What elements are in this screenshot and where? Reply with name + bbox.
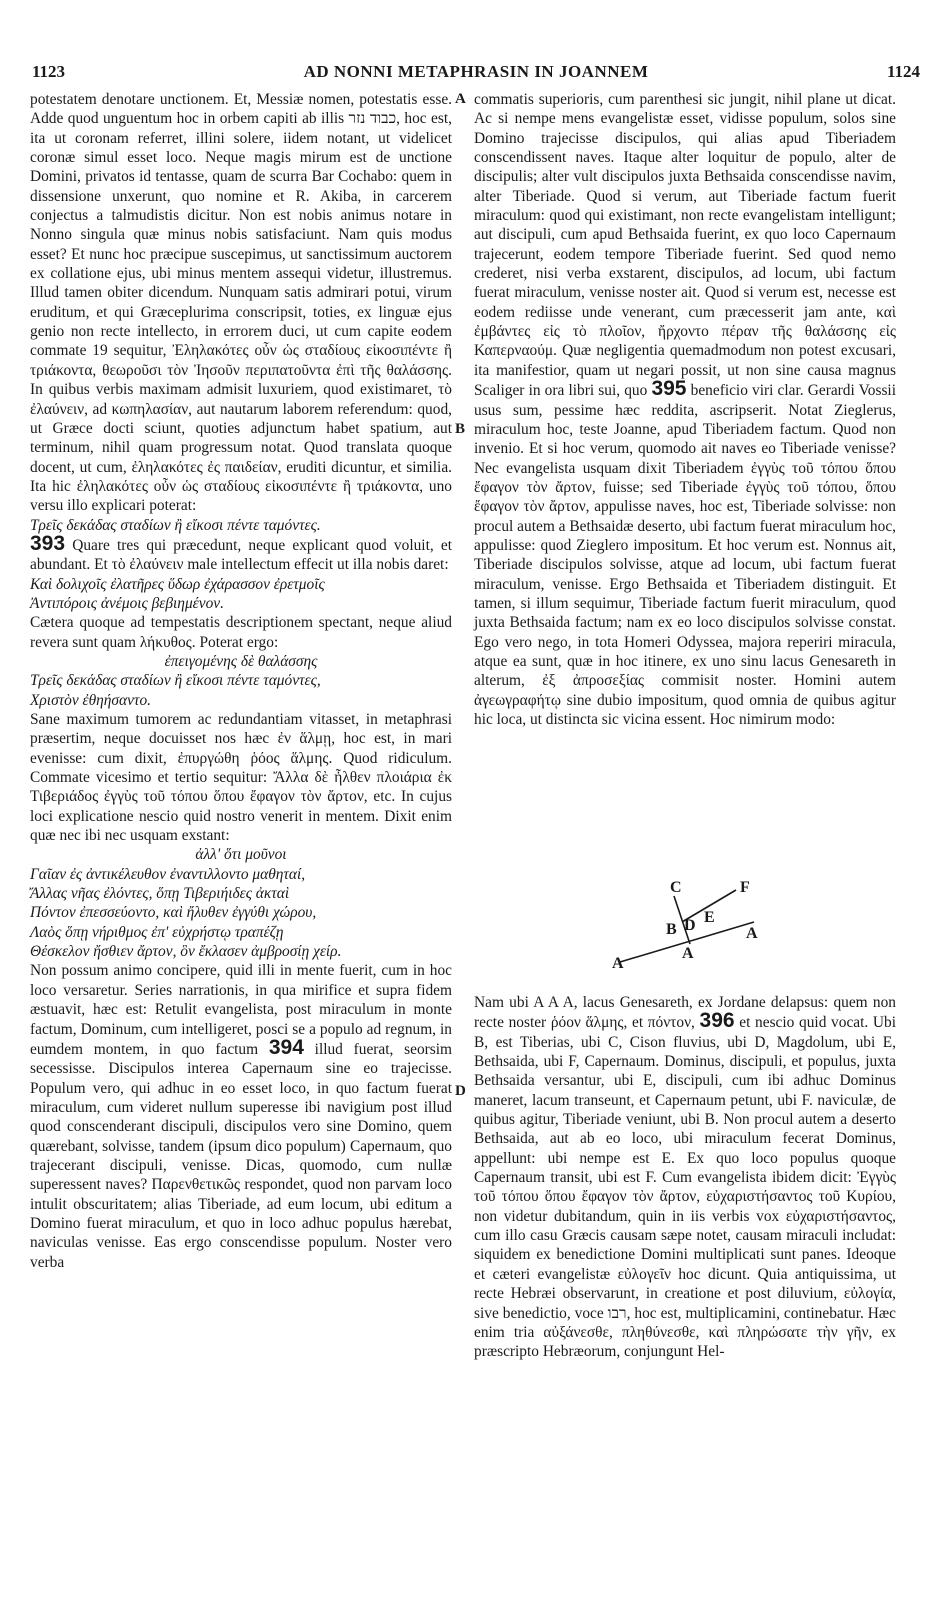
lake-diagram: [596, 870, 786, 980]
left-column: [30, 90, 452, 1272]
greek-verse: Γαῖαν ἐς ἀντικέλευθον ἐναντιλλοντο μαθηταί,: [30, 865, 306, 883]
greek-verse: Ἄλλας νῆας ἐλόντες, ὅπῃ Τιβεριήιδες ἀκταὶ: [30, 885, 290, 903]
diagram-label-a2: A: [682, 945, 694, 962]
greek-verse: Τρεῖς δεκάδας σταδίων ἢ εἴκοσι πέντε ταμόντες.: [30, 516, 321, 534]
paragraph-text: Quare tres qui præcedunt, neque explicant quod voluit, et abundant. Et τὸ ἐλαύνειν male intellectum effecit ut illa nobis daret:: [30, 536, 452, 574]
greek-verse: Πόντον ἐπεσσεύοντο, καὶ ἤλυθεν ἐγγύθι χώρου,: [30, 904, 317, 922]
diagram-label-f: F: [740, 879, 750, 896]
paragraph: Sane maximum tumorem ac redundantiam vitasset, in metaphrasi præsertim, neque docuisset nos hæc ἐν ἅλμῃ, hoc est, in mari evenisse: cum dixit, ἐπυργώθη ῥόος ἅλμης. Quod ridiculum. Commate vicesimo et tertio sequitur: Ἄλλα δὲ ἦλθεν πλοιάρια ἐκ Τιβεριάδος ἐγγὺς τοῦ τόπου ὅπου ἔφαγον τὸν ἄρτον, etc. In cujus loci explicatione nescio quid nostro venerit in mentem. Dixit enim quæ nec ibi nec usquam exstant:: [30, 711, 452, 845]
running-title: AD NONNI METAPHRASIN IN JOANNEM: [303, 62, 649, 81]
diagram-label-e: E: [704, 909, 715, 926]
left-page-number: 1123: [32, 62, 66, 81]
diagram-label-b: B: [666, 921, 677, 938]
paragraph: potestatem denotare unctionem. Et, Messiæ nomen, potestatis esse. Adde quod unguentum hoc in orbem capiti ab illis כבוד נזר, hoc est, ita ut coronam referret, illini solere, iidem notant, ut videlicet coronæ simul esset loco. Neque magis mirum est de unctione Domini, privatos id tentasse, quam de scurra Bar Cochabo: quem in dissensione unxerunt, quo nomine et R. Akiba, in carcerem conjectus a talmudistis dicitur. Non est nobis animus notare in Nonno singula quæ minus nobis satisfaciunt. Nam quis modus esset? Et nunc hoc præcipue suscepimus, ut sanctissimum auctorem ex collatione ejus, ubi minus mentem assequi videtur, illustremus. Illud tamen obiter dicendum. Nunquam satis admirari potui, virum eruditum, et qui Græceplurima conscripsit, toties, ex linguæ ejus genio non recte intellecto, in errorem duci, ut cum capite eodem commate 19 sequitur, Ἐληλακότες οὖν ὡς σταδίους εἰκοσιπέντε ἢ τριάκοντα, θεωροῦσι τὸν Ἰησοῦν περιπατοῦντα ἐπὶ τῆς θαλάσσης. In quibus verbis maximam admisit luxuriem, quod existimaret, τὸ ἐλαύνειν, ad κωπηλασίαν, aut nautarum laborem referendum: quod, ut Græce docti sciunt, quoties adjunctum habet spatium, aut terminum, nihil quam progressum notat. Quod translata quoque docent, ut cum, ἐληλακότες ἐς παιδείαν, eruditi dicuntur, et similia. Ita hic ἐληλακότες οὖν ὡς σταδίους εἰκοσιπέντε ἢ τριάκοντα, uno versu illo explicari poterat:: [30, 91, 452, 515]
diagram-label-c: C: [670, 879, 682, 896]
diagram-label-a3: A: [612, 955, 624, 972]
diagram-label-d: D: [684, 917, 696, 934]
right-column: [474, 90, 896, 729]
paragraph-text: Nam ubi A A A, lacus Genesareth, ex Jordane delapsus: quem non recte noster ῥόον ἅλμης, et πόντον,: [474, 994, 896, 1032]
column-number: 395: [651, 377, 687, 401]
greek-verse: Τρεῖς δεκάδας σταδίων ἢ εἴκοσι πέντε ταμόντες,: [30, 672, 321, 690]
paragraph: [30, 961, 452, 1272]
greek-verse: Θέσκελον ἤσθιεν ἄρτον, ὃν ἔκλασεν ἀμβροσίῃ χείρ.: [30, 943, 342, 961]
right-page-number: 1124: [886, 62, 920, 81]
greek-verse: ἀλλ' ὅτι μοῦνοι: [195, 846, 287, 864]
paragraph-text: et nescio quid vocat. Ubi B, est Tiberias, ubi C, Cison fluvius, ubi D, Magdolum, ubi E, Bethsaida, ubi F, Capernaum. Dominus, discipuli, et populus, juxta Bethsaida versantur, ubi E, discipuli, cum ibi adhuc Dominus maneret, lacum transeunt, et Capernaum petunt, ubi F. naviculæ, de quibus agitur, Tiberiade veniunt, ubi B. Non procul autem a deserto Bethsaida, aut ab eo loco, ubi miraculum fecerat Dominus, appellunt: ubi nempe est E. Ex quo loco populus quoque Capernaum transit, ubi est F. Cum evangelista ibidem dicit: Ἐγγὺς τοῦ τόπου ὅπου ἔφαγον τὸν ἄρτον, εὐχαριστήσαντος τοῦ Κυρίου, non videtur dubitandum, quin in iis verbis vox εὐχαριστήσαντος, cum illo casu Græcis causam sæpe notet, causam miraculi includat: siquidem ex benedictione Domini multiplicati sunt panes. Ideoque et cæteri evangelistæ εὐλογεῖν hoc dicunt. Quia antiquissima, ut recte Hebræi observarunt, in creatione et post diluvium, εὐλογία, sive benedictio, voce רבו, hoc est, multiplicamini, continebatur. Hæc enim tria αὐξάνεσθε, πληθύνεσθε, καὶ πληρώσατε τὴν γῆν, ex præscripto Hebræorum, conjungunt Hel-: [474, 1014, 896, 1361]
greek-verse: Λαὸς ὅπῃ νήριθμος ἐπ' εὐχρήστῳ τραπέζῃ: [30, 923, 284, 941]
paragraph: [474, 993, 896, 1362]
greek-verse: Καὶ δολιχοῖς ἐλατῆρες ὕδωρ ἐχάρασσον ἐρετμοῖς: [30, 575, 325, 593]
column-number: 393: [30, 531, 66, 555]
paragraph-text: Non possum animo concipere, quid illi in mente fuerit, cum in hoc loco versaretur. Series narrationis, in qua mirifice et supra fidem æstuavit, hæc est: Retulit evangelista, post miraculum in monte factum, Dominum, cum intelligeret, posci se a populo ad regnum, in eumdem montem, in quo factum: [30, 962, 452, 1058]
margin-marker-d: D: [455, 1083, 466, 1099]
margin-marker-a: A: [455, 91, 466, 107]
paragraph: [474, 90, 896, 729]
paragraph-text: beneficio viri clar. Gerardi Vossii usus sum, pessime hæc reddita, ascripserit. Notat Zieglerus, miraculum hoc, teste Joanne, apud Tiberiadem factum. Quod non invenio. Et si hoc verum, quomodo ait naves eo Tiberiade venisse? Nec evangelista usquam dixit Tiberiadem ἐγγὺς τοῦ τόπου ὅπου ἔφαγον τὸν ἄρτον, fuisse; sed Tiberiade ἐγγὺς τοῦ τόπου, ὅπου ἔφαγον τὸν ἄρτον, appulisse naves, hoc est, Tiberiade solvisse: non procul autem a Bethsaidæ deserto, ubi factum fuerat miraculum hoc, appulisse: quod Zieglero impositum. Et hoc verum est. Nonnus ait, Tiberiade discipulos solvisse, atque ad locum, ubi factum fuerat miraculum, venisse. Ergo Bethsaida et Tiberiadem distinguit. Et tamen, si illum sequimur, Tiberiade factum fuerit miraculum, quod juxta Bethsaida factum; nam ex eo loco discipulos solvisse constat. Ego vero nego, in tota Homeri Odyssea, majora reperiri miracula, atque ea sunt, quæ in hoc itinere, ex uno sinu lacus Genesareth in alterum, ἐξ ἀπροσεξίας commisit noster. Homini autem ἀγεωγραφήτῳ sine dubio impositum, quod omnia de quibus agitur hic loca, ut distincta sic vicina essent. Hoc nimirum modo:: [474, 382, 896, 728]
paragraph: Cætera quoque ad tempestatis descriptionem spectant, neque aliud revera sunt quam λήκυθος. Poterat ergo:: [30, 614, 452, 651]
greek-verse: ἐπειγομένης δὲ θαλάσσης: [164, 652, 318, 670]
margin-marker-b: B: [455, 421, 466, 437]
paragraph-text: commatis superioris, cum parenthesi sic jungit, nihil plane ut dicat. Ac si nempe mens evangelistæ esset, vidisse populum, solos sine Domino trajecisse discipulos, qui alias apud Tiberiadem conscendissent naves. Itaque alter loquitur de populo, alter de discipulis; alter vult discipulos juxta Bethsaida conscendisse navim, alter Tiberiade. Quod si verum, aut Tiberiade factum fuerit miraculum: quod qui existimant, non recte evangelistam intelligunt; aut discipuli, cum apud Bethsaida fuerint, ex quo loco Capernaum trajecerunt, eodem tempore Tiberiade fuerint. Sed quod nemo crederet, nisi verba exstarent, discipulos, ad locum, ubi factum fuerat miraculum, venisse noster ait. Quod si verum est, necesse est eodem rediisse unde venerant, cum præcesserit jam ante, καὶ ἐμβάντες εἰς τὸ πλοῖον, ἤρχοντο πέραν τῆς θαλάσσης εἰς Καπερναούμ. Quæ negligentia quemadmodum non potest excusari, ita manifestior, quam ut negari possit, ut non sine causa magnus Scaliger in ora libri sui, quo: [474, 91, 896, 400]
paragraph: [30, 531, 452, 575]
right-column-continued: [474, 993, 896, 1362]
column-number: 396: [699, 1009, 735, 1033]
greek-verse: Ἀντιπόροις ἀνέμοις βεβιημένον.: [30, 594, 224, 612]
diagram-label-a1: A: [746, 925, 758, 942]
greek-verse: Χριστὸν ἐθηήσαντο.: [30, 691, 151, 709]
paragraph-text: illud fuerat, seorsim secessisse. Discipulos interea Capernaum sine eo trajecisse. Populum vero, qui adhuc in eo esset loco, in quo factum fuerat miraculum, cum videret nullum superesse ibi navigium post illud quod conscenderant discipuli, discipulos vero sine Domino, quem quærebant, solvisse, tandem (ipsum dico populum) Capernaum, quo trajecerant discipuli, venisse. Dicas, quomodo, cum nullæ superessent naves? Παρενθετικῶς respondet, quod non parvam loco intulit obscuritatem; alias Tiberiade, ad eum locum, ubi editum a Domino fuerat miraculum, et quo in loco adhuc populus hærebat, naviculas venisse. Eas ergo conscendisse populum. Noster vero verba: [30, 1040, 453, 1271]
column-number: 394: [268, 1035, 304, 1059]
